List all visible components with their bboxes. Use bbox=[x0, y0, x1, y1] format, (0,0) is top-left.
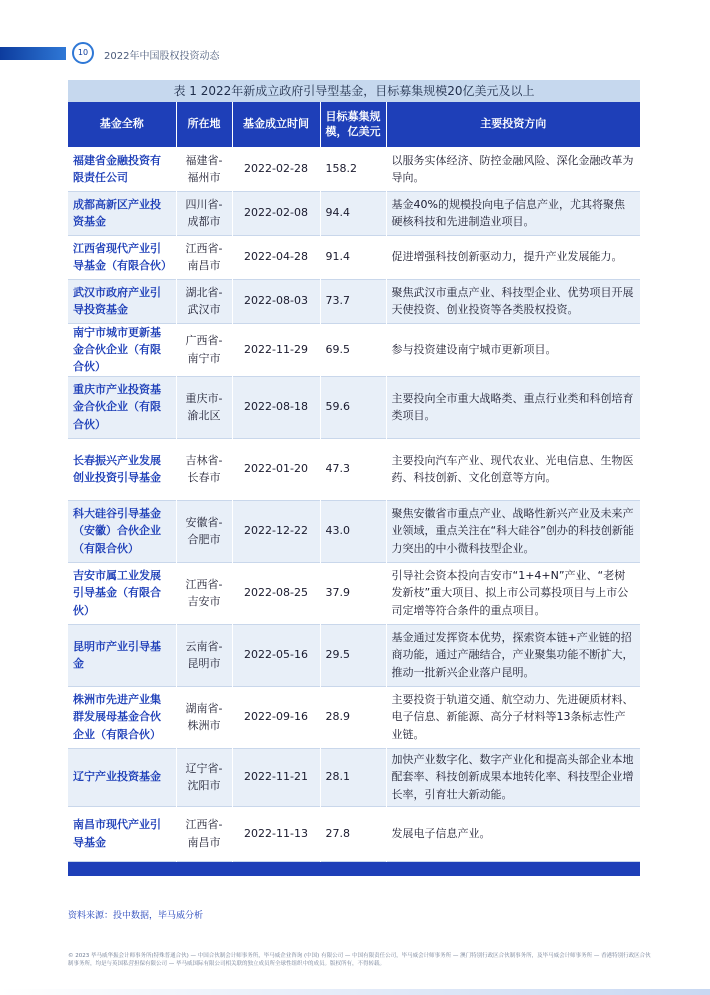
cell-fund-name: 吉安市属工业发展引导基金（有限合伙） bbox=[68, 562, 176, 624]
cell-direction: 以服务实体经济、防控金融风险、深化金融改革为导向。 bbox=[386, 147, 640, 191]
cell-location: 江西省-南昌市 bbox=[176, 806, 232, 861]
cell-fund-name: 株洲市先进产业集群发展母基金合伙企业（有限合伙） bbox=[68, 686, 176, 748]
cell-fund-name: 武汉市政府产业引导投资基金 bbox=[68, 279, 176, 323]
cell-location: 安徽省-合肥市 bbox=[176, 500, 232, 562]
cell-fund-name: 科大硅谷引导基金（安徽）合伙企业（有限合伙） bbox=[68, 500, 176, 562]
cell-direction: 主要投向汽车产业、现代农业、光电信息、生物医药、科技创新、文化创意等方向。 bbox=[386, 438, 640, 500]
cell-location: 四川省-成都市 bbox=[176, 191, 232, 235]
cell-date: 2022-11-29 bbox=[232, 323, 320, 376]
col-header-location: 所在地 bbox=[176, 102, 232, 147]
table-row bbox=[68, 279, 640, 323]
table-caption: 表 1 2022年新成立政府引导型基金，目标募集规模20亿美元及以上 bbox=[68, 80, 640, 102]
cell-size: 28.1 bbox=[320, 748, 386, 806]
cell-direction: 主要投资于轨道交通、航空动力、先进硬质材料、电子信息、新能源、高分子材料等13条标志性产业链。 bbox=[386, 686, 640, 748]
cell-location: 江西省-南昌市 bbox=[176, 235, 232, 279]
cell-direction: 发展电子信息产业。 bbox=[386, 806, 640, 861]
table-row bbox=[68, 748, 640, 806]
table-row bbox=[68, 806, 640, 861]
cell-location: 重庆市-渝北区 bbox=[176, 376, 232, 438]
cell-fund-name: 辽宁产业投资基金 bbox=[68, 748, 176, 806]
cell-date: 2022-11-13 bbox=[232, 806, 320, 861]
cell-location: 广西省-南宁市 bbox=[176, 323, 232, 376]
top-band bbox=[0, 0, 710, 40]
cell-direction: 聚焦武汉市重点产业、科技型企业、优势项目开展天使投资、创业投资等各类股权投资。 bbox=[386, 279, 640, 323]
col-header-name: 基金全称 bbox=[68, 102, 176, 147]
cell-date: 2022-11-21 bbox=[232, 748, 320, 806]
cell-fund-name: 福建省金融投资有限责任公司 bbox=[68, 147, 176, 191]
cell-size: 91.4 bbox=[320, 235, 386, 279]
bottom-stripe bbox=[0, 989, 710, 995]
table-row bbox=[68, 191, 640, 235]
cell-date: 2022-08-18 bbox=[232, 376, 320, 438]
cell-date: 2022-08-03 bbox=[232, 279, 320, 323]
table-row bbox=[68, 438, 640, 500]
cell-direction: 主要投向全市重大战略类、重点行业类和科创培育类项目。 bbox=[386, 376, 640, 438]
table-row bbox=[68, 235, 640, 279]
col-header-size: 目标募集规模，亿美元 bbox=[320, 102, 386, 147]
page-number: 10 bbox=[72, 42, 94, 64]
cell-date: 2022-08-25 bbox=[232, 562, 320, 624]
cell-size: 43.0 bbox=[320, 500, 386, 562]
table-header-row bbox=[68, 102, 640, 147]
cell-size: 37.9 bbox=[320, 562, 386, 624]
cell-size: 29.5 bbox=[320, 624, 386, 686]
cell-date: 2022-02-08 bbox=[232, 191, 320, 235]
cell-date: 2022-05-16 bbox=[232, 624, 320, 686]
table-row bbox=[68, 376, 640, 438]
cell-location: 湖南省-株洲市 bbox=[176, 686, 232, 748]
cell-direction: 基金40%的规模投向电子信息产业，尤其将聚焦硬核科技和先进制造业项目。 bbox=[386, 191, 640, 235]
cell-location: 江西省-吉安市 bbox=[176, 562, 232, 624]
cell-location: 福建省-福州市 bbox=[176, 147, 232, 191]
cell-direction: 聚焦安徽省市重点产业、战略性新兴产业及未来产业领域，重点关注在“科大硅谷”创办的科技创新能力突出的中小微科技型企业。 bbox=[386, 500, 640, 562]
cell-location: 辽宁省-沈阳市 bbox=[176, 748, 232, 806]
cell-fund-name: 成都高新区产业投资基金 bbox=[68, 191, 176, 235]
cell-fund-name: 昆明市产业引导基金 bbox=[68, 624, 176, 686]
table-row bbox=[68, 323, 640, 376]
cell-size: 47.3 bbox=[320, 438, 386, 500]
cell-size: 158.2 bbox=[320, 147, 386, 191]
fund-table bbox=[68, 102, 640, 862]
cell-location: 云南省-昆明市 bbox=[176, 624, 232, 686]
cell-date: 2022-01-20 bbox=[232, 438, 320, 500]
cell-direction: 基金通过发挥资本优势，探索资本链+产业链的招商功能，通过产融结合，产业聚集功能不断扩大，推动一批新兴企业落户昆明。 bbox=[386, 624, 640, 686]
copyright-footer: © 2023 毕马威华振会计师事务所(特殊普通合伙) — 中国合伙制会计师事务所，毕马威企业咨询 (中国) 有限公司 — 中国有限责任公司，毕马威会计师事务所 — 澳门特别行政区合伙制事务所，及毕马威会计师事务所 — 香港特别行政区合伙制事务所，均是与英国私营担保有限公司 — 毕马威国际有限公司相关联的独立成员所全球性组织中的成员。版权所有，不得转载。 bbox=[68, 953, 651, 968]
cell-size: 27.8 bbox=[320, 806, 386, 861]
cell-fund-name: 长春振兴产业发展创业投资引导基金 bbox=[68, 438, 176, 500]
cell-date: 2022-02-28 bbox=[232, 147, 320, 191]
header-accent-bar bbox=[0, 47, 66, 60]
source-note: 资料来源：投中数据，毕马威分析 bbox=[68, 911, 204, 921]
col-header-date: 基金成立时间 bbox=[232, 102, 320, 147]
cell-direction: 加快产业数字化、数字产业化和提高头部企业本地配套率、科技创新成果本地转化率、科技型企业增长率，引育壮大新动能。 bbox=[386, 748, 640, 806]
fund-table-container bbox=[68, 80, 640, 876]
table-bottom-bar bbox=[68, 862, 640, 876]
cell-date: 2022-12-22 bbox=[232, 500, 320, 562]
cell-date: 2022-09-16 bbox=[232, 686, 320, 748]
cell-size: 59.6 bbox=[320, 376, 386, 438]
cell-size: 73.7 bbox=[320, 279, 386, 323]
table-row bbox=[68, 562, 640, 624]
cell-size: 94.4 bbox=[320, 191, 386, 235]
cell-fund-name: 江西省现代产业引导基金（有限合伙） bbox=[68, 235, 176, 279]
table-row bbox=[68, 624, 640, 686]
cell-size: 69.5 bbox=[320, 323, 386, 376]
col-header-direction: 主要投资方向 bbox=[386, 102, 640, 147]
table-row bbox=[68, 686, 640, 748]
cell-direction: 参与投资建设南宁城市更新项目。 bbox=[386, 323, 640, 376]
table-row bbox=[68, 147, 640, 191]
cell-direction: 促进增强科技创新驱动力，提升产业发展能力。 bbox=[386, 235, 640, 279]
cell-size: 28.9 bbox=[320, 686, 386, 748]
running-title: 2022年中国股权投资动态 bbox=[104, 51, 220, 62]
cell-location: 湖北省-武汉市 bbox=[176, 279, 232, 323]
cell-location: 吉林省-长春市 bbox=[176, 438, 232, 500]
cell-date: 2022-04-28 bbox=[232, 235, 320, 279]
cell-fund-name: 重庆市产业投资基金合伙企业（有限合伙） bbox=[68, 376, 176, 438]
table-row bbox=[68, 500, 640, 562]
cell-fund-name: 南宁市城市更新基金合伙企业（有限合伙） bbox=[68, 323, 176, 376]
cell-direction: 引导社会资本投向吉安市“1+4+N”产业、“老树发新枝”重大项目、拟上市公司募投项目与上市公司定增等符合条件的重点项目。 bbox=[386, 562, 640, 624]
cell-fund-name: 南昌市现代产业引导基金 bbox=[68, 806, 176, 861]
